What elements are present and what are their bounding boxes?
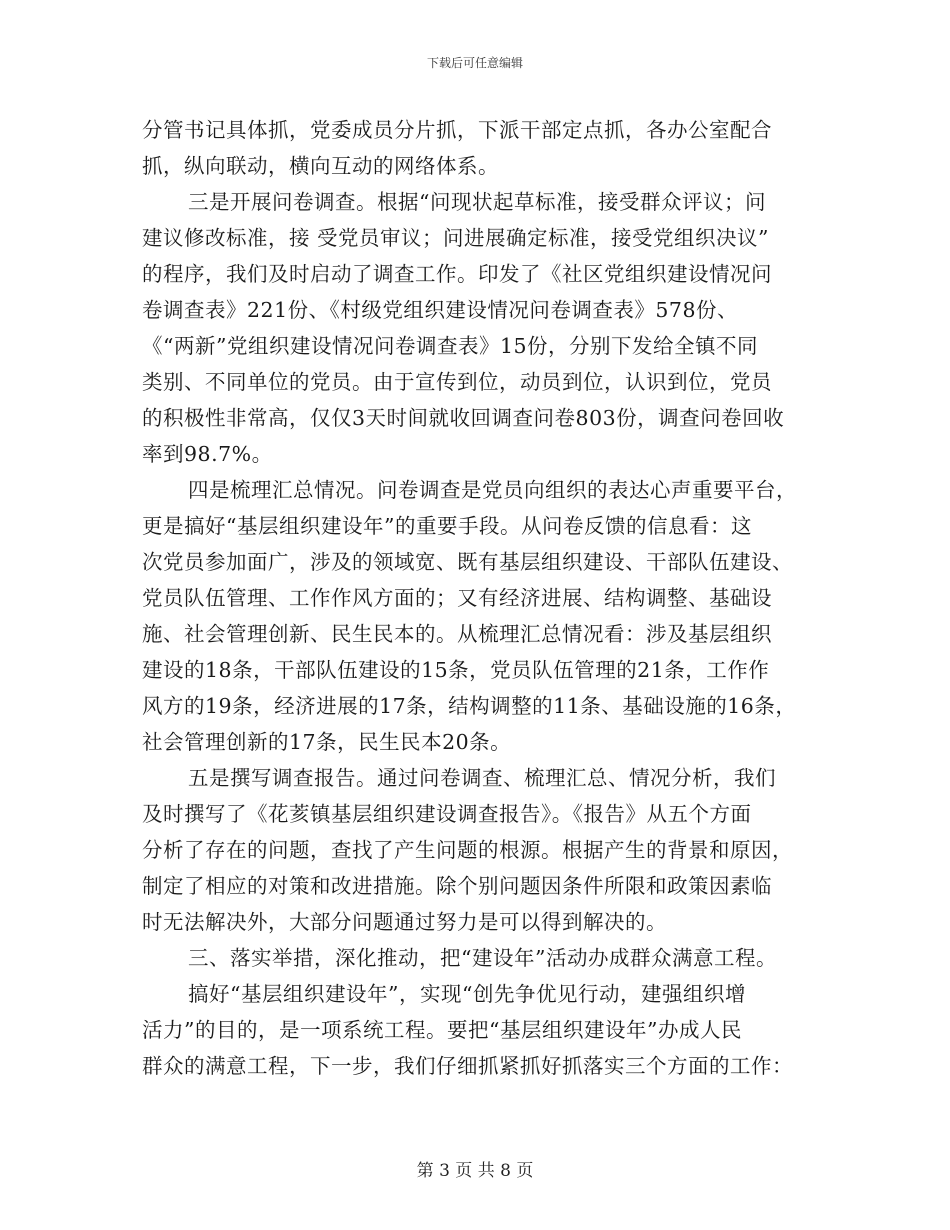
document-body [142, 112, 812, 1084]
paragraph-start-line: 三是开展问卷调查。根据“问现状起草标准，接受群众评议；问 [188, 190, 766, 214]
page-footer: 第 3 页 共 8 页 [416, 1161, 534, 1181]
text-line: 社会管理创新的17条，民生民本20条。 [142, 730, 512, 754]
text-line: 党员队伍管理、工作作风方面的；又有经济进展、结构调整、基础设 [142, 586, 772, 610]
text-line: 的积极性非常高，仅仅3天时间就收回调查问卷803份，调查问卷回收 [142, 406, 785, 430]
text-line: 抓，纵向联动，横向互动的网络体系。 [142, 154, 499, 178]
text-line: 活力”的目的，是一项系统工程。要把“基层组织建设年”办成人民 [142, 1018, 742, 1042]
section-heading: 三、落实举措，深化推动，把“建设年”活动办成群众满意工程。 [188, 946, 777, 970]
text-line: 建设的18条，干部队伍建设的15条，党员队伍管理的21条，工作作 [142, 658, 770, 682]
text-line: 率到98.7%。 [142, 442, 273, 466]
text-line: 次党员参加面广，涉及的领域宽、既有基层组织建设、干部队伍建设、 [142, 550, 793, 574]
text-line: 施、社会管理创新、民生民本的。从梳理汇总情况看：涉及基层组织 [142, 622, 772, 646]
text-line: 《“两新”党组织建设情况问卷调查表》15份，分别下发给全镇不同 [142, 334, 759, 358]
text-line: 制定了相应的对策和改进措施。除个别问题因条件所限和政策因素临 [142, 874, 772, 898]
text-line: 及时撰写了《花荄镇基层组织建设调查报告》。《报告》从五个方面 [142, 802, 752, 826]
text-line: 类别、不同单位的党员。由于宣传到位，动员到位，认识到位，党员 [142, 370, 772, 394]
paragraph-start-line: 五是撰写调查报告。通过问卷调查、梳理汇总、情况分析，我们 [188, 766, 776, 790]
text-line: 卷调查表》221份、《村级党组织建设情况问卷调查表》578份、 [142, 298, 739, 322]
text-line: 时无法解决外，大部分问题通过努力是可以得到解决的。 [142, 910, 667, 934]
page-header: 下载后可任意编辑 [426, 56, 523, 70]
paragraph-start-line: 搞好“基层组织建设年”，实现“创先争优见行动，建强组织增 [188, 982, 746, 1006]
paragraph-start-line: 四是梳理汇总情况。问卷调查是党员向组织的表达心声重要平台， [188, 478, 797, 502]
text-line: 群众的满意工程，下一步，我们仔细抓紧抓好抓落实三个方面的工作： [142, 1054, 793, 1078]
text-line: 的程序，我们及时启动了调查工作。印发了《社区党组织建设情况问 [142, 262, 772, 286]
text-line: 更是搞好“基层组织建设年”的重要手段。从问卷反馈的信息看：这 [142, 514, 752, 538]
text-line: 风方的19条，经济进展的17条，结构调整的11条、基础设施的16条， [142, 694, 797, 718]
text-line: 建议修改标准，接 受党员审议；问进展确定标准，接受党组织决议” [142, 226, 769, 250]
text-line: 分管书记具体抓，党委成员分片抓，下派干部定点抓，各办公室配合 [142, 118, 772, 142]
text-line: 分析了存在的问题，查找了产生问题的根源。根据产生的背景和原因， [142, 838, 793, 862]
